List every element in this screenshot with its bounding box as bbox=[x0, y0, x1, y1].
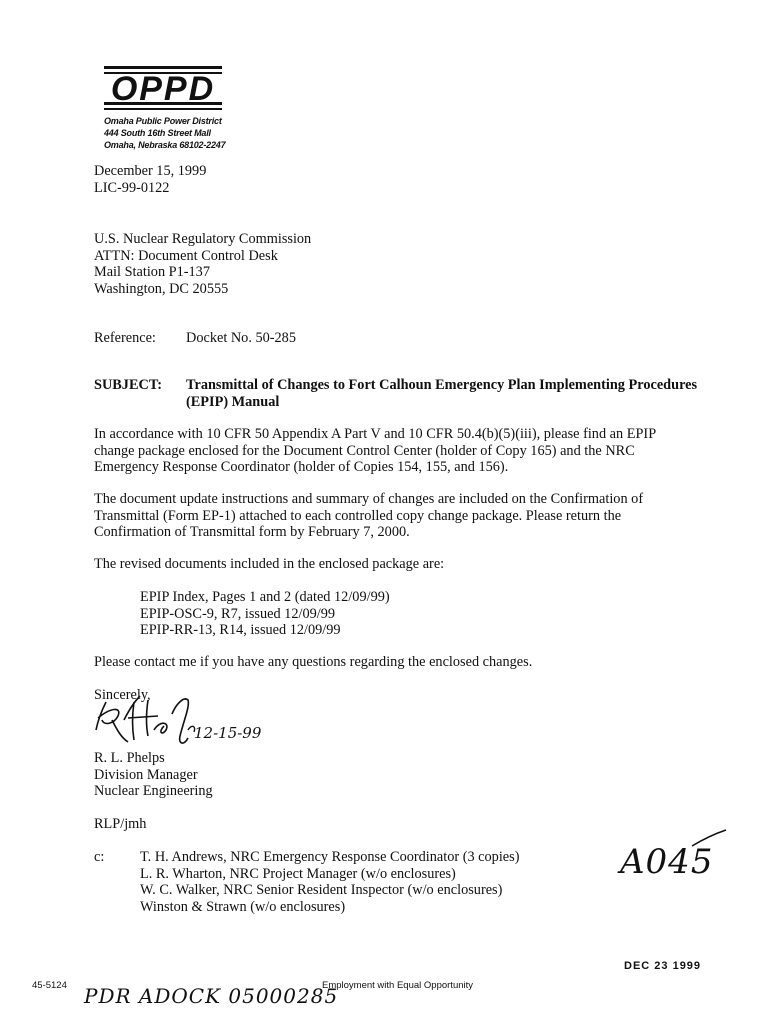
signature-image bbox=[88, 690, 278, 752]
letter-date-block bbox=[94, 163, 206, 196]
signer-block bbox=[94, 750, 213, 800]
cc-entry: L. R. Wharton, NRC Project Manager (w/o enclosures) bbox=[140, 865, 456, 882]
form-number: 45-5124 bbox=[32, 980, 67, 991]
list-item: EPIP-OSC-9, R7, issued 12/09/99 bbox=[140, 605, 336, 622]
org-name: Omaha Public Power District bbox=[104, 116, 222, 126]
p2-line: The document update instructions and summary of changes are included on the Confirmation of bbox=[94, 491, 644, 507]
recipient-line3: Mail Station P1-137 bbox=[94, 264, 210, 280]
address-line2: Omaha, Nebraska 68102-2247 bbox=[104, 140, 226, 150]
p2-line: Confirmation of Transmittal form by February 7, 2000. bbox=[94, 524, 410, 540]
cc-entry: T. H. Andrews, NRC Emergency Response Coordinator (3 copies) bbox=[140, 849, 520, 865]
signer-department: Nuclear Engineering bbox=[94, 783, 213, 799]
oppd-logo bbox=[104, 62, 222, 112]
reference-label: Reference: bbox=[94, 330, 156, 346]
recipient-line1: U.S. Nuclear Regulatory Commission bbox=[94, 231, 312, 247]
handwritten-code: A045 bbox=[620, 842, 714, 882]
signer-name: R. L. Phelps bbox=[94, 750, 165, 766]
cc-entry: W. C. Walker, NRC Senior Resident Inspector (w/o enclosures) bbox=[140, 882, 503, 898]
cc-label: c: bbox=[94, 849, 105, 865]
body-paragraph-2 bbox=[94, 491, 694, 541]
cc-entry: Winston & Strawn (w/o enclosures) bbox=[140, 898, 346, 915]
subject-text bbox=[186, 377, 746, 410]
body-paragraph-3: The revised documents included in the enclosed package are: bbox=[94, 556, 445, 572]
p1-line: change package enclosed for the Document Control Center (holder of Copy 165) and the NRC bbox=[94, 442, 635, 459]
revised-documents-list bbox=[140, 589, 390, 639]
closing: Sincerely, bbox=[94, 687, 151, 703]
recipient-line4: Washington, DC 20555 bbox=[94, 280, 229, 297]
footer-tagline: Employment with Equal Opportunity bbox=[322, 980, 474, 991]
p1-line: Emergency Response Coordinator (holder of Copies 154, 155, and 156). bbox=[94, 459, 509, 475]
body-paragraph-1 bbox=[94, 426, 694, 476]
p1-line: In accordance with 10 CFR 50 Appendix A Part V and 10 CFR 50.4(b)(5)(iii), please find an EPIP bbox=[94, 426, 657, 442]
body-paragraph-4: Please contact me if you have any questions regarding the enclosed changes. bbox=[94, 654, 533, 670]
subject-line1: Transmittal of Changes to Fort Calhoun Emergency Plan Implementing Procedures bbox=[186, 377, 698, 393]
letter-ref-code: LIC-99-0122 bbox=[94, 179, 170, 196]
recipient-address bbox=[94, 231, 311, 297]
p2-line: Transmittal (Form EP-1) attached to each controlled copy change package. Please return the bbox=[94, 507, 622, 524]
list-item: EPIP-RR-13, R14, issued 12/09/99 bbox=[140, 622, 341, 638]
address-line1: 444 South 16th Street Mall bbox=[104, 128, 211, 138]
list-item: EPIP Index, Pages 1 and 2 (dated 12/09/99) bbox=[140, 589, 390, 605]
received-date-stamp: DEC 23 1999 bbox=[624, 960, 702, 972]
cc-list bbox=[140, 849, 519, 915]
letter-date: December 15, 1999 bbox=[94, 163, 207, 179]
signer-title: Division Manager bbox=[94, 766, 198, 783]
bottom-handwriting: PDR ADOCK 05000285 bbox=[84, 984, 339, 1008]
subject-line2: (EPIP) Manual bbox=[186, 393, 280, 410]
handwritten-stroke bbox=[690, 828, 730, 853]
recipient-line2: ATTN: Document Control Desk bbox=[94, 247, 278, 264]
signature-date: 12-15-99 bbox=[194, 724, 262, 742]
subject-label: SUBJECT: bbox=[94, 377, 163, 393]
typist-initials: RLP/jmh bbox=[94, 816, 147, 832]
reference-value: Docket No. 50-285 bbox=[186, 330, 296, 346]
letterhead-address bbox=[104, 115, 225, 151]
svg-text:OPPD: OPPD bbox=[110, 70, 216, 108]
